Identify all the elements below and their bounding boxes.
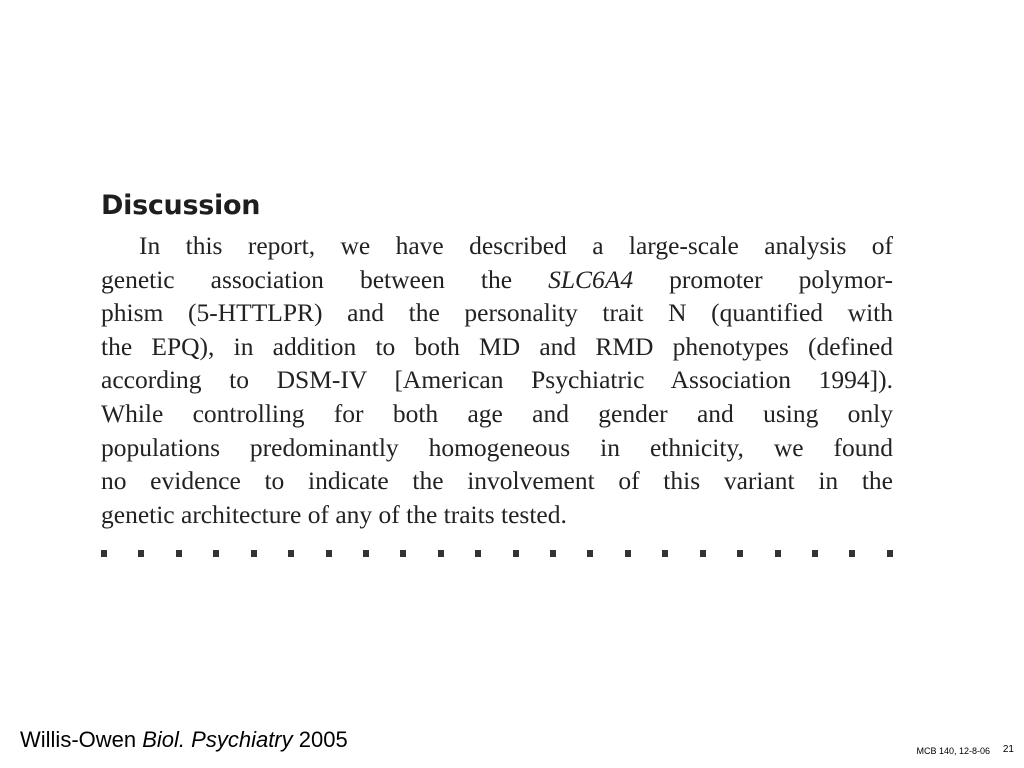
paragraph-line [101, 330, 893, 364]
line-text: promoter polymor- [633, 264, 893, 294]
line-text: In this report, we have described a large-scale analysis of [139, 231, 893, 260]
paragraph-line [101, 464, 893, 498]
line-text: according to DSM-IV [American Psychiatric Association 1994]). [101, 365, 893, 395]
paragraph-line [101, 363, 893, 397]
article-excerpt [101, 190, 893, 531]
line-text: phism (5-HTTLPR) and the personality trait N (quantified with [101, 298, 893, 328]
line-text: genetic architecture of any of the traits tested. [101, 499, 567, 529]
slide-footer-meta: MCB 140, 12-8-06 [916, 746, 990, 756]
paragraph-line [101, 431, 893, 465]
line-text: While controlling for both age and gender and using only [101, 398, 893, 428]
line-text: genetic association between the [101, 264, 549, 294]
citation-journal: Biol. Psychiatry [142, 727, 293, 752]
citation [20, 727, 348, 753]
paragraph-line [101, 498, 893, 532]
citation-year: 2005 [298, 727, 348, 752]
section-heading: Discussion [101, 190, 261, 221]
cropped-next-line [101, 550, 893, 557]
slide-number: 21 [1002, 744, 1014, 755]
discussion-paragraph [101, 229, 893, 531]
line-text: the EPQ), in addition to both MD and RMD phenotypes (defined [101, 331, 893, 361]
line-text: no evidence to indicate the involvement of this variant in the [101, 466, 893, 496]
line-text: populations predominantly homogeneous in ethnicity, we found [101, 432, 893, 462]
gene-name: SLC6A4 [548, 264, 634, 294]
cropped-glyph-tops [101, 550, 893, 557]
paragraph-line [101, 296, 893, 330]
citation-author: Willis-Owen [20, 727, 137, 752]
paragraph-line [101, 229, 893, 263]
paragraph-line [101, 397, 893, 431]
paragraph-line [101, 263, 893, 297]
